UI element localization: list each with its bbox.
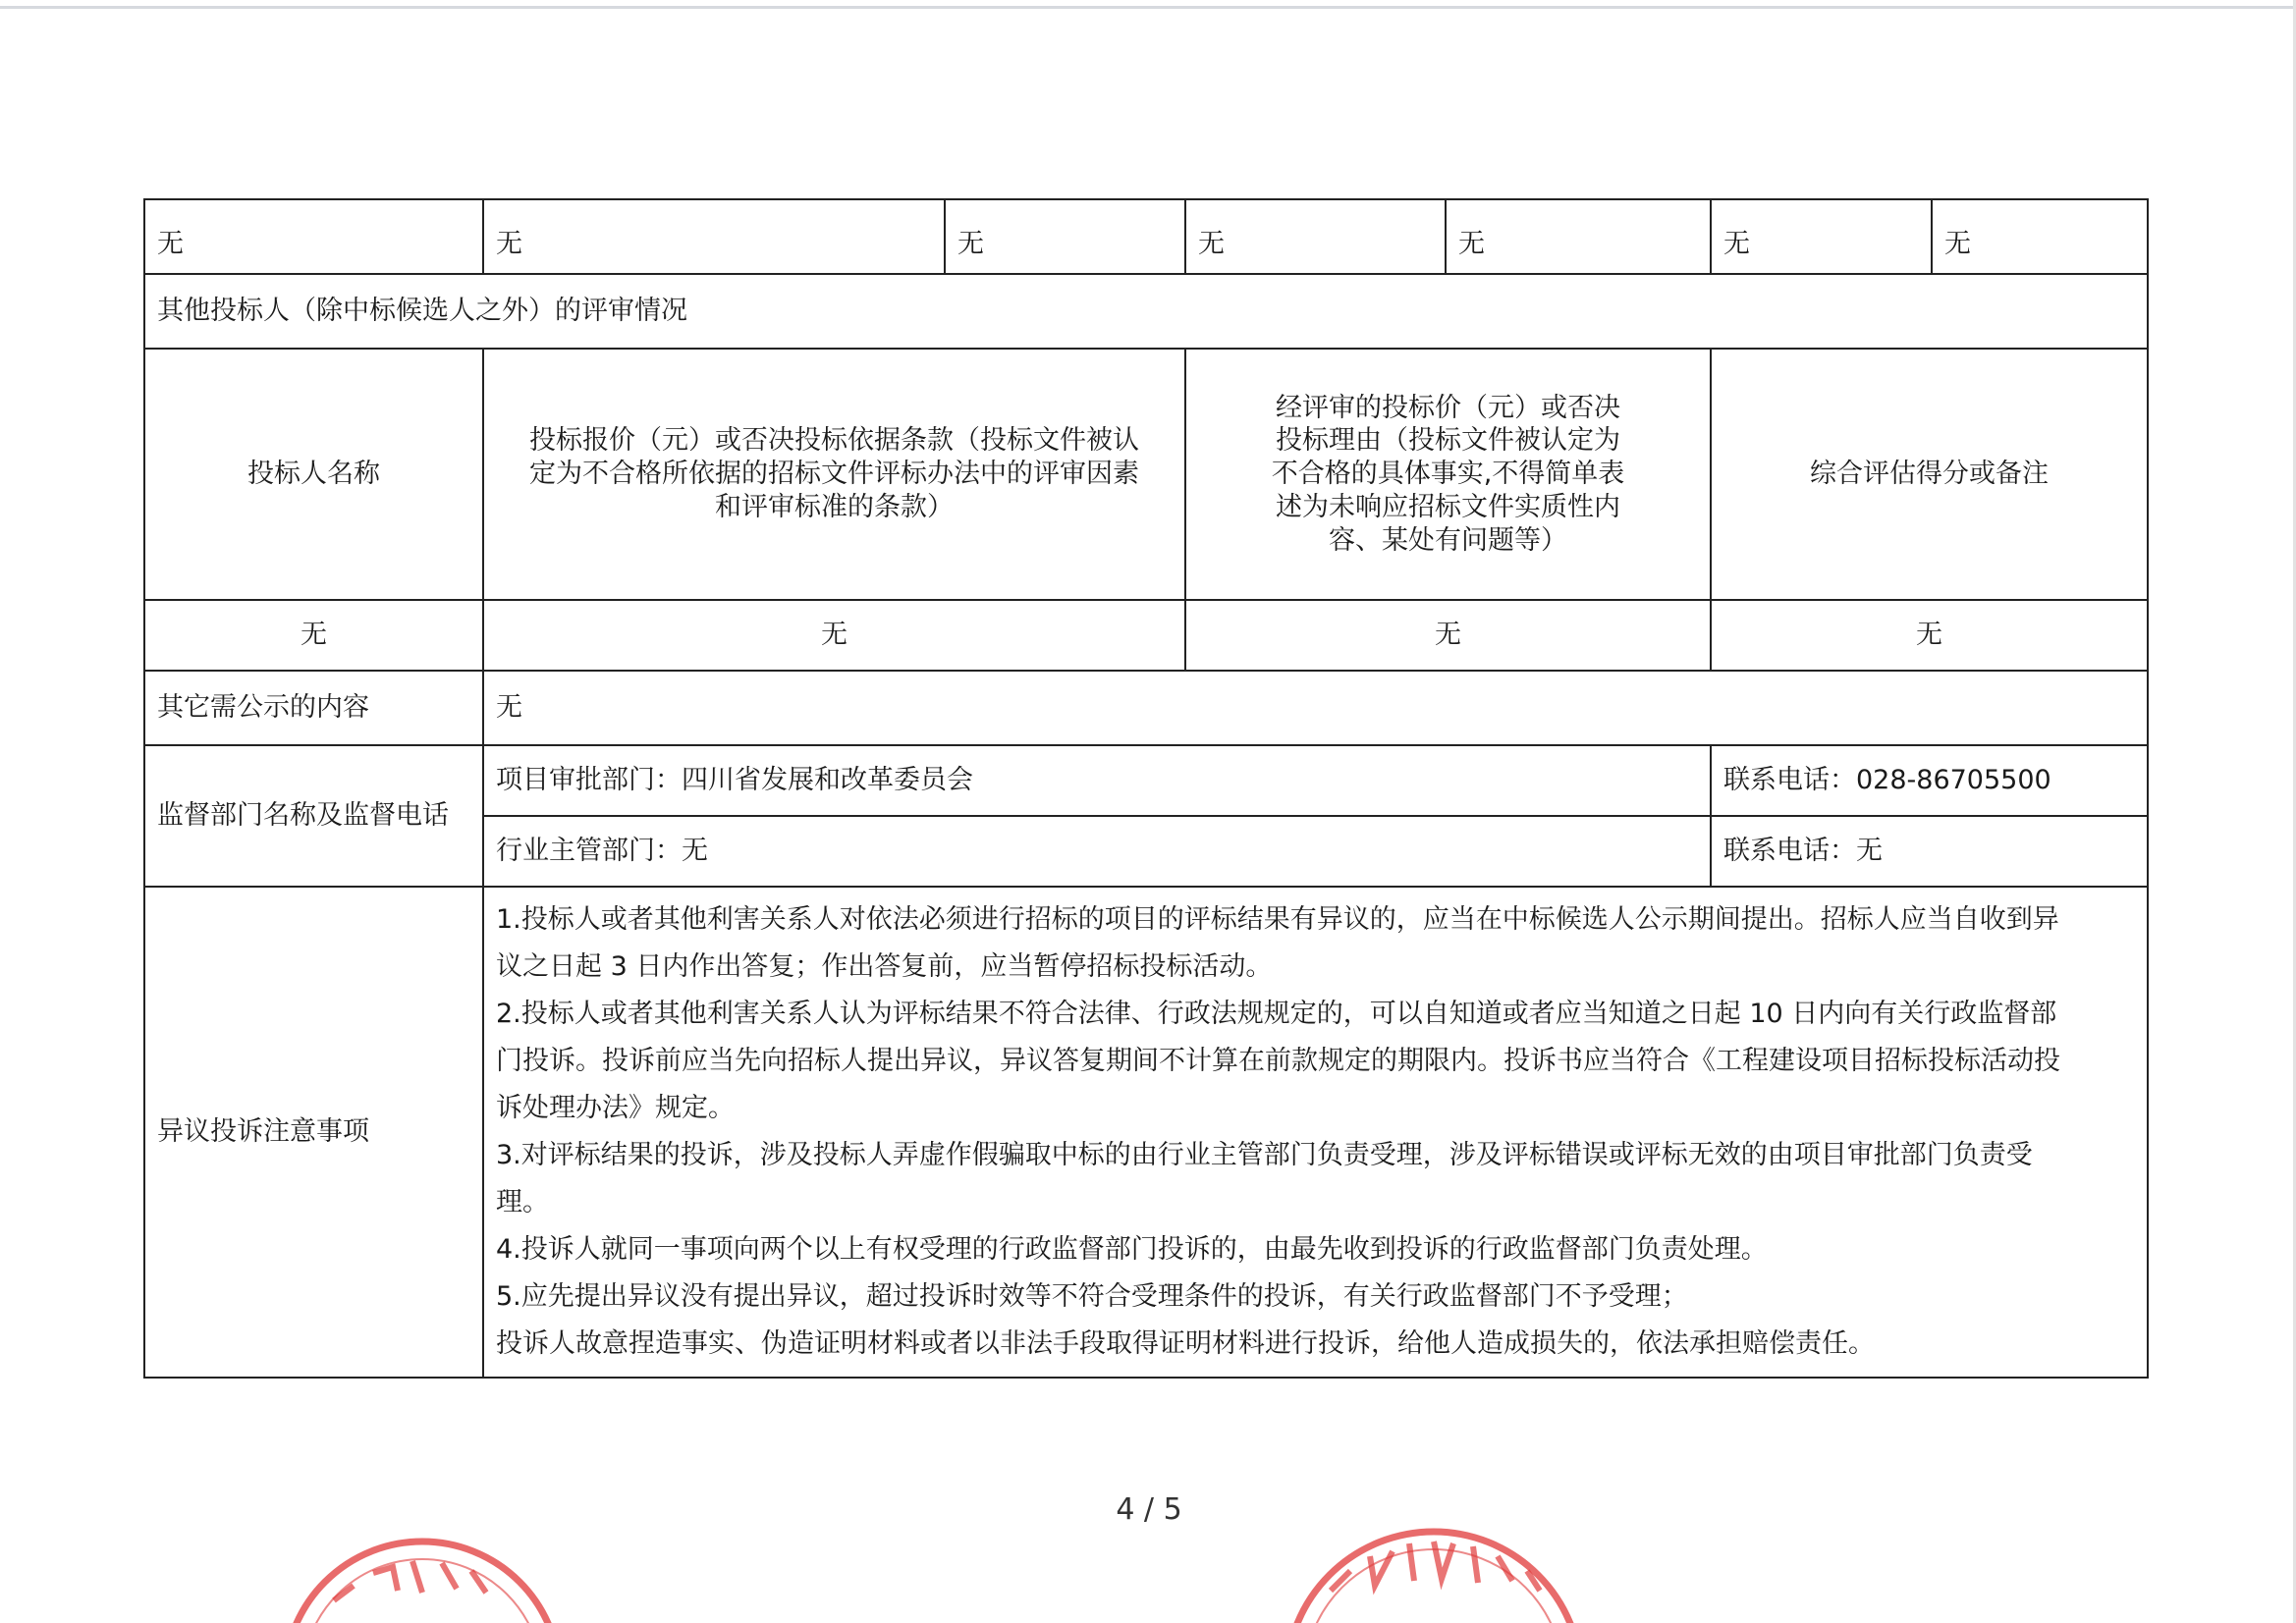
objection-line: 3.对评标结果的投诉，涉及投标人弄虚作假骗取中标的由行业主管部门负责受理，涉及评标错误或评标无效的由项目审批部门负责受 [496,1140,2033,1170]
table-row [144,199,2148,274]
red-seal-stamp-right [1277,1502,1591,1623]
page-number: 4 / 5 [1116,1492,1182,1527]
header-evaluated-line: 容、某处有问题等） [1329,524,1567,556]
objection-line: 理。 [496,1187,549,1217]
table-row [144,274,2148,349]
cell-none: 无 [483,600,1185,671]
supervision-label: 监督部门名称及监督电话 [144,745,483,887]
header-score: 综合评估得分或备注 [1711,349,2148,600]
cell-none: 无 [1185,600,1711,671]
cell-none: 无 [144,199,483,274]
objection-line: 1.投标人或者其他利害关系人对依法必须进行招标的项目的评标结果有异议的，应当在中标候选人公示期间提出。招标人应当自收到异 [496,904,2059,935]
header-bid-price-line: 投标报价（元）或否决投标依据条款（投标文件被认 [529,425,1139,457]
cell-none: 无 [945,199,1185,274]
cell-none: 无 [144,600,483,671]
header-evaluated-price [1185,349,1711,600]
page-top-edge [0,6,2296,9]
header-bid-price-line: 和评审标准的条款） [715,491,954,522]
objection-line: 诉处理办法》规定。 [496,1093,735,1123]
industry-phone: 联系电话：无 [1711,816,2148,887]
header-bid-price [483,349,1185,600]
objection-line: 5.应先提出异议没有提出异议，超过投诉时效等不符合受理条件的投诉，有关行政监督部门不予受理； [496,1281,1688,1312]
table-row [144,745,2148,816]
seal-icon [275,1532,570,1623]
objection-line: 2.投标人或者其他利害关系人认为评标结果不符合法律、行政法规规定的，可以自知道或者应当知道之日起 10 日内向有关行政监督部 [496,999,2057,1029]
header-evaluated-line: 投标理由（投标文件被认定为 [1276,425,1620,457]
table-row [144,671,2148,745]
other-content-value: 无 [483,671,2148,745]
red-seal-stamp-left [275,1532,570,1623]
header-bidder-name: 投标人名称 [144,349,483,600]
objection-line: 门投诉。投诉前应当先向招标人提出异议，异议答复期间不计算在前款规定的期限内。投诉书应当符合《工程建设项目招标投标活动投 [496,1046,2060,1076]
industry-dept: 行业主管部门：无 [483,816,1711,887]
objection-line: 投诉人故意捏造事实、伪造证明材料或者以非法手段取得证明材料进行投诉，给他人造成损失的，依法承担赔偿责任。 [496,1328,1875,1359]
approval-phone: 联系电话：028-86705500 [1711,745,2148,816]
table-row [144,600,2148,671]
objection-notes [483,887,2148,1378]
objection-label: 异议投诉注意事项 [144,887,483,1378]
section-title: 其他投标人（除中标候选人之外）的评审情况 [144,274,2148,349]
cell-none: 无 [1446,199,1711,274]
cell-none: 无 [1185,199,1446,274]
cell-none: 无 [1711,199,1932,274]
cell-none: 无 [1932,199,2148,274]
header-evaluated-line: 经评审的投标价（元）或否决 [1276,392,1620,423]
header-evaluated-line: 不合格的具体事实,不得简单表 [1271,459,1625,490]
objection-line: 议之日起 3 日内作出答复；作出答复前，应当暂停招标投标活动。 [496,951,1273,982]
table-row [144,887,2148,1378]
other-content-label: 其它需公示的内容 [144,671,483,745]
cell-none: 无 [483,199,945,274]
header-bid-price-line: 定为不合格所依据的招标文件评标办法中的评审因素 [529,459,1139,490]
table-header-row [144,349,2148,600]
seal-icon [1277,1502,1591,1623]
cell-none: 无 [1711,600,2148,671]
evaluation-table [143,198,2149,1379]
objection-line: 4.投诉人就同一事项向两个以上有权受理的行政监督部门投诉的，由最先收到投诉的行政监督部门负责处理。 [496,1234,1768,1265]
header-evaluated-line: 述为未响应招标文件实质性内 [1276,491,1620,522]
approval-dept: 项目审批部门：四川省发展和改革委员会 [483,745,1711,816]
